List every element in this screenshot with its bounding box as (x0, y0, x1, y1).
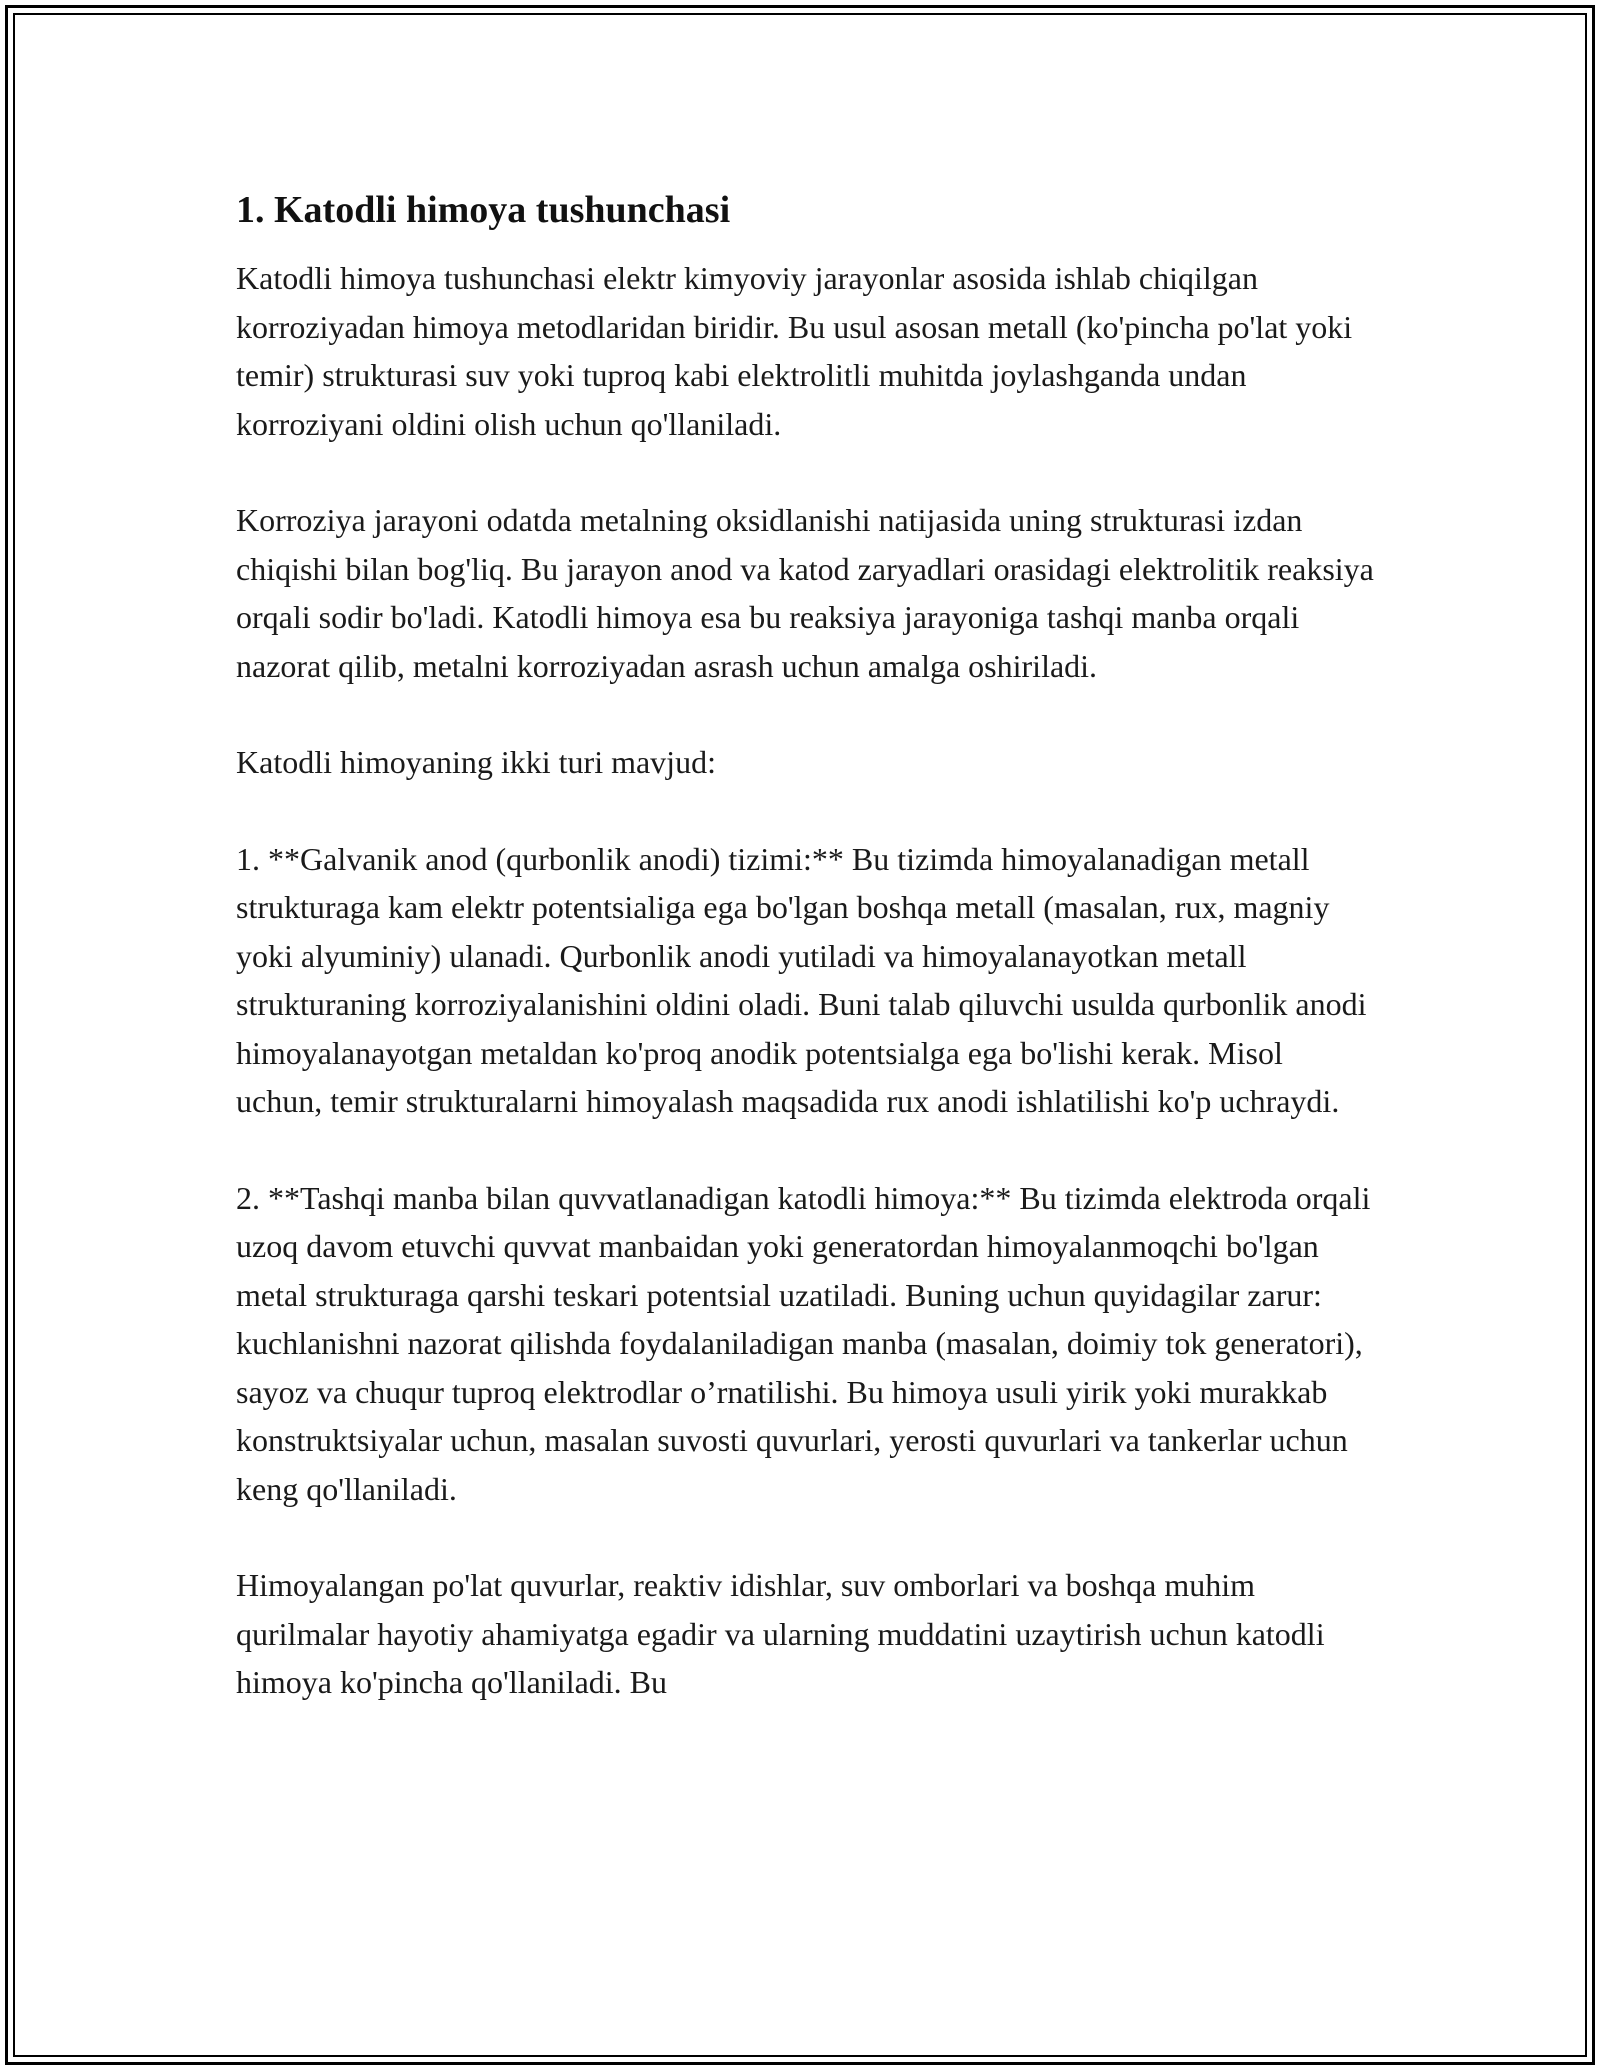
paragraph-types-intro: Katodli himoyaning ikki turi mavjud: (236, 744, 716, 780)
section-heading: 1. Katodli himoya tushunchasi (236, 189, 731, 231)
paragraph-impressed-current: 2. **Tashqi manba bilan quvvatlanadigan katodli himoya:** Bu tizimda elektroda orqali uzoq davom etuvchi quvvat manbaidan yoki generatordan himoyalanmoqchi bo'lgan metal strukturaga qarshi teskari potentsial uzatiladi. Buning uchun quyidagilar zarur: kuchlanishni nazorat qilishda foydalaniladigan manba (masalan, doimiy tok generatori), sayoz va chuqur tuproq elektrodlar o’rnatilishi. Bu himoya usuli yirik yoki murakkab konstruktsiyalar uchun, masalan suvosti quvurlari, yerosti quvurlari va tankerlar uchun keng qo'llaniladi. (236, 1179, 1371, 1507)
paragraph-corrosion-process: Korroziya jarayoni odatda metalning oksidlanishi natijasida uning strukturasi izdan chiqishi bilan bog'liq. Bu jarayon anod va katod zaryadlari orasidagi elektrolitik reaksiya orqali sodir bo'ladi. Katodli himoya esa bu reaksiya jarayoniga tashqi manba orqali nazorat qilib, metalni korroziyadan asrash uchun amalga oshiriladi. (236, 502, 1374, 684)
paragraph-intro: Katodli himoya tushunchasi elektr kimyoviy jarayonlar asosida ishlab chiqilgan korroziyadan himoya metodlaridan biridir. Bu usul asosan metall (ko'pincha po'lat yoki temir) strukturasi suv yoki tuproq kabi elektrolitli muhitda joylashganda undan korroziyani oldini olish uchun qo'llaniladi. (236, 260, 1353, 442)
document-body (236, 186, 1376, 1707)
paragraph-galvanic-anode: 1. **Galvanik anod (qurbonlik anodi) tizimi:** Bu tizimda himoyalanadigan metall strukturaga kam elektr potentsialiga ega bo'lgan boshqa metall (masalan, rux, magniy yoki alyuminiy) ulanadi. Qurbonlik anodi yutiladi va himoyalanayotkan metall strukturaning korroziyalanishini oldini oladi. Buni talab qiluvchi usulda qurbonlik anodi himoyalanayotgan metaldan ko'proq anodik potentsialga ega bo'lishi kerak. Misol uchun, temir strukturalarni himoyalash maqsadida rux anodi ishlatilishi ko'p uchraydi. (236, 840, 1367, 1119)
paragraph-applications: Himoyalangan po'lat quvurlar, reaktiv idishlar, suv omborlari va boshqa muhim qurilmalar hayotiy ahamiyatga egadir va ularning muddatini uzaytirish uchun katodli himoya ko'pincha qo'llaniladi. Bu (236, 1567, 1325, 1700)
